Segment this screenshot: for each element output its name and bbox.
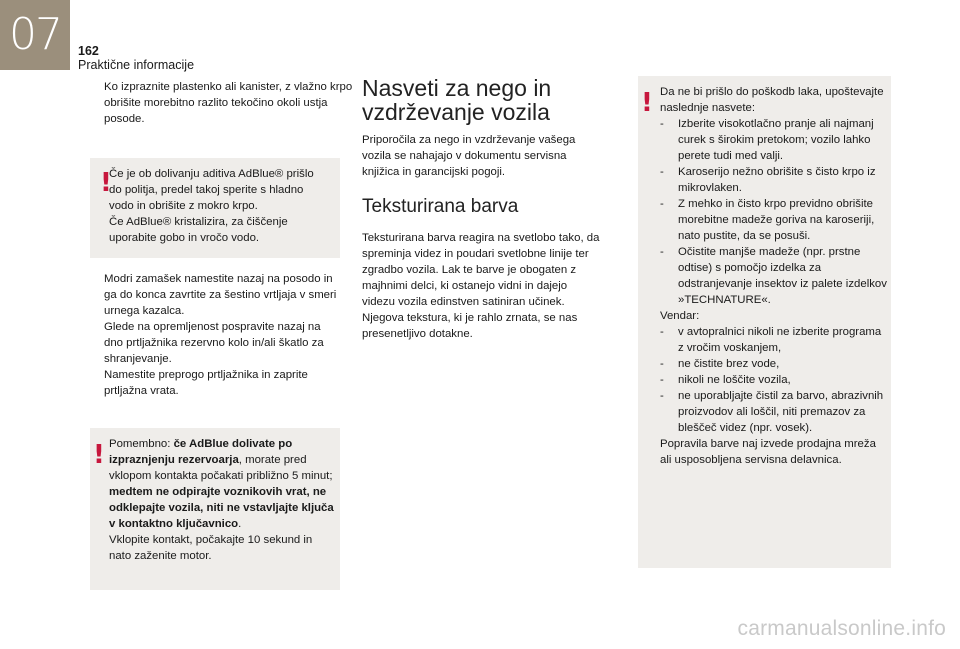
bullet-text: Ko izpraznite plastenko ali kanister, z vlažno krpo obrišite morebitno razlito tekočino okoli ustja posode. <box>104 81 353 125</box>
bullet-spare-wheel <box>90 319 340 367</box>
subsection-heading: Teksturirana barva <box>362 196 519 217</box>
bullet-blue-cap <box>90 271 340 319</box>
bullet-wipe-spill <box>90 79 354 127</box>
dash-icon: - <box>660 246 664 258</box>
warning-intro: Da ne bi prišlo do poškodb laka, upoštevajte naslednje nasvete: <box>660 86 884 114</box>
bullet-list <box>90 271 340 399</box>
warning-paragraph: Vklopite kontakt, počakajte 10 sekund in nato zaženite motor. <box>109 534 313 562</box>
warning-text <box>660 84 888 468</box>
warning-box-spill <box>90 158 340 258</box>
bullet-text: Glede na opremljenost pospravite nazaj na dno prtljažnika rezervno kolo in/ali škatlo za shranjevanje. <box>104 321 324 365</box>
bullet-boot-carpet <box>90 367 340 399</box>
section-heading: Nasveti za nego in vzdrževanje vozila <box>362 75 552 125</box>
dash-icon: - <box>660 326 664 338</box>
however-label: Vendar: <box>660 310 700 322</box>
dash-icon: - <box>660 374 664 386</box>
list-item: - Očistite manjše madeže (npr. prstne odtise) s pomočjo izdelka za odstranjevanje insektov iz palete izdelkov »TECHNATURE«. <box>660 246 887 306</box>
warning-line: Če je ob dolivanju aditiva AdBlue® prišlo <box>109 168 314 180</box>
dash-icon: - <box>660 390 664 402</box>
list-item: - nikoli ne loščite vozila, <box>660 374 791 386</box>
dash-icon: - <box>660 118 664 130</box>
dash-icon: - <box>660 166 664 178</box>
bullet-text: Namestite preprogo prtljažnika in zaprite prtljažna vrata. <box>104 369 308 397</box>
warning-exclamation-icon: ! <box>641 88 653 118</box>
dash-icon: - <box>660 358 664 370</box>
section-intro: Priporočila za nego in vzdrževanje vašega vozila se nahajajo v dokumentu servisna knjižica in garancijski pogoji. <box>362 134 576 178</box>
warning-text <box>109 166 334 246</box>
warning-exclamation-icon: ! <box>93 440 105 470</box>
warning-text <box>109 436 334 564</box>
chapter-tab: 07 <box>0 0 70 70</box>
warning-outro: Popravila barve naj izvede prodajna mreža ali usposobljena servisna delavnica. <box>660 438 876 466</box>
running-head: Praktične informacije <box>78 58 195 72</box>
watermark: carmanualsonline.info <box>737 617 946 640</box>
dash-icon: - <box>660 198 664 210</box>
warning-box-paint-care <box>638 76 891 568</box>
list-item: - ne uporabljajte čistil za barvo, abrazivnih proizvodov ali loščil, niti premazov za bleščeč videz (npr. vosek). <box>660 390 884 434</box>
warning-exclamation-icon: ! <box>100 168 112 198</box>
warning-line: do politja, predel takoj sperite s hladno <box>109 184 304 196</box>
list-item: - Izberite visokotlačno pranje ali najmanj curek s širokim pretokom; vozilo lahko perete tudi med valji. <box>660 118 874 162</box>
page-number: 162 <box>78 44 99 58</box>
warning-line: uporabite gobo in vročo vodo. <box>109 232 260 244</box>
warning-paragraph: Pomembno: če AdBlue dolivate po izpraznjenju rezervoarja, morate pred vklopom kontakta počakati približno 5 minut; medtem ne odpirajte voznikovih vrat, ne odklepajte vozila, niti ne vstavljajte ključa v kontaktno ključavnico. <box>109 438 334 530</box>
warning-box-adblue-empty <box>90 428 340 590</box>
subsection-body: Teksturirana barva reagira na svetlobo tako, da spreminja videz in poudari svetlobne linije ter zgradbo vozila. Lak te barve je obogaten z majhnimi delci, ki ostanejo vidni in dajejo videzu vozila edinstven satiniran učinek. Njegova tekstura, ki je rahlo zrnata, se nas presenetljivo dotakne. <box>362 232 600 340</box>
bullet-text: Modri zamašek namestite nazaj na posodo in ga do konca zavrtite za šestino vrtljaja v smeri urnega kazalca. <box>104 273 337 317</box>
list-item: - v avtopralnici nikoli ne izberite programa z vročim voskanjem, <box>660 326 882 354</box>
list-item: - Z mehko in čisto krpo previdno obrišite morebitne madeže goriva na karoseriji, nato pustite, da se posuši. <box>660 198 875 242</box>
warning-line: Če AdBlue® kristalizira, za čiščenje <box>109 216 288 228</box>
list-item: - Karoserijo nežno obrišite s čisto krpo iz mikrovlaken. <box>660 166 876 194</box>
warning-line: vodo in obrišite z mokro krpo. <box>109 200 258 212</box>
list-item: - ne čistite brez vode, <box>660 358 780 370</box>
